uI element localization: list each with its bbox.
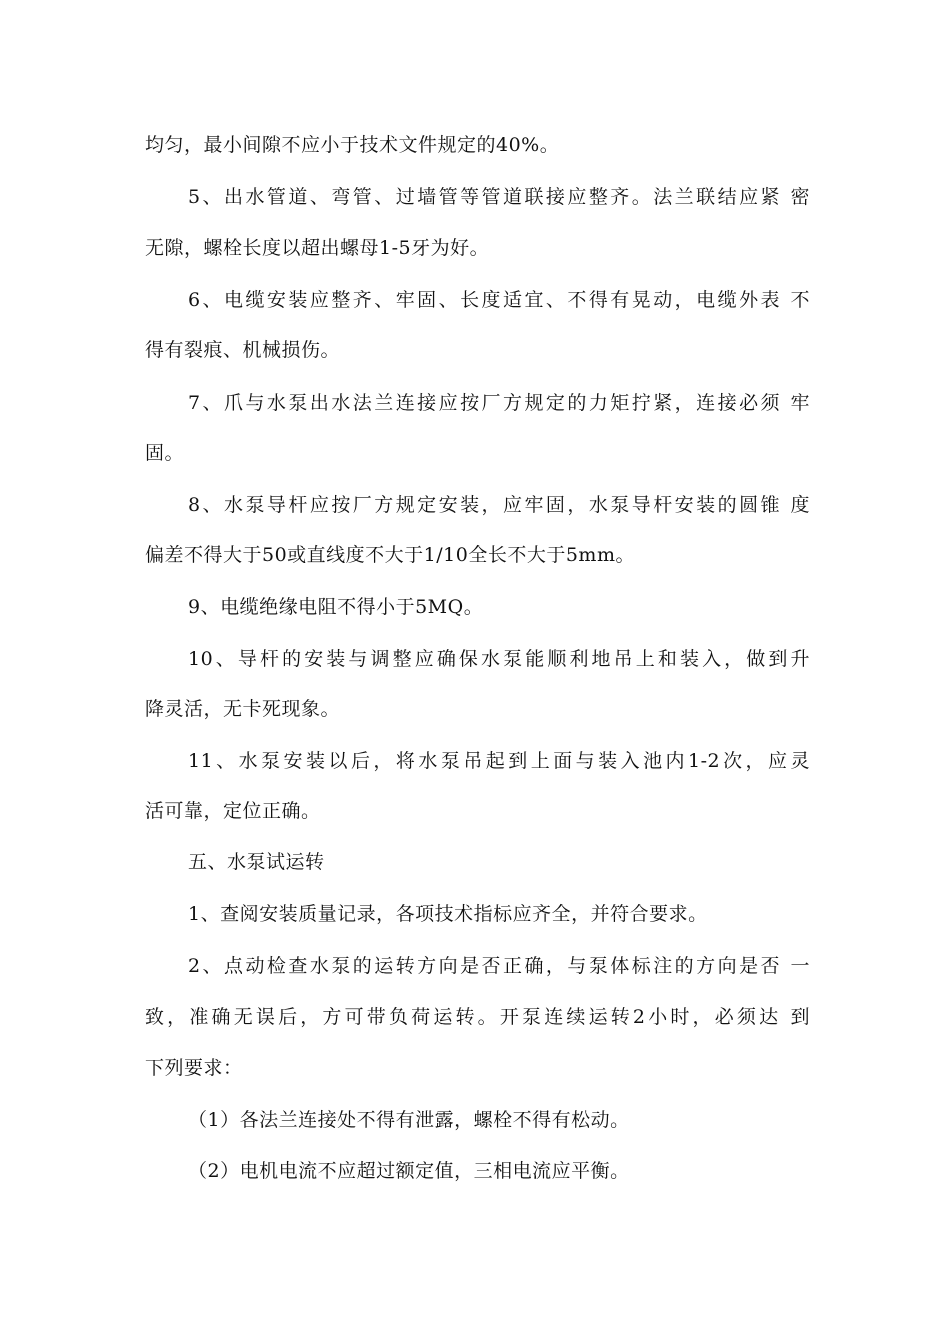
text-line-2: 5、出水管道、弯管、过墙管等管道联接应整齐。法兰联结应紧 密 — [188, 186, 810, 208]
text-line-7: 固。 — [145, 442, 185, 464]
text-line-9: 偏差不得大于50或直线度不大于1/10全长不大于5mm。 — [145, 544, 635, 566]
text-line-16: 1、查阅安装质量记录，各项技术指标应齐全，并符合要求。 — [188, 903, 708, 925]
text-line-5: 得有裂痕、机械损伤。 — [145, 339, 341, 361]
text-line-13: 11、水泵安装以后，将水泵吊起到上面与装入池内1-2次，应灵 — [188, 750, 810, 772]
text-line-3: 无隙，螺栓长度以超出螺母1-5牙为好。 — [145, 237, 490, 259]
text-line-6: 7、爪与水泵出水法兰连接应按厂方规定的力矩拧紧，连接必须 牢 — [188, 392, 810, 414]
text-line-14: 活可靠，定位正确。 — [145, 800, 321, 822]
text-line-17: 2、点动检查水泵的运转方向是否正确，与泵体标注的方向是否 一 — [188, 955, 810, 977]
text-line-1: 均匀，最小间隙不应小于技术文件规定的40%。 — [145, 134, 560, 156]
text-line-21: （2）电机电流不应超过额定值，三相电流应平衡。 — [188, 1160, 630, 1182]
text-line-10: 9、电缆绝缘电阻不得小于5MQ。 — [188, 596, 484, 618]
section-heading: 五、水泵试运转 — [188, 851, 325, 873]
text-line-4: 6、电缆安装应整齐、牢固、长度适宜、不得有晃动，电缆外表 不 — [188, 289, 810, 311]
text-line-8: 8、水泵导杆应按厂方规定安装，应牢固，水泵导杆安装的圆锥 度 — [188, 494, 810, 516]
text-line-12: 降灵活，无卡死现象。 — [145, 698, 341, 720]
text-line-19: 下列要求： — [145, 1057, 243, 1079]
text-line-18: 致，准确无误后，方可带负荷运转。开泵连续运转2小时，必须达 到 — [145, 1006, 810, 1028]
text-line-20: （1）各法兰连接处不得有泄露，螺栓不得有松动。 — [188, 1109, 630, 1131]
text-line-11: 10、导杆的安装与调整应确保水泵能顺利地吊上和装入，做到升 — [188, 648, 810, 670]
